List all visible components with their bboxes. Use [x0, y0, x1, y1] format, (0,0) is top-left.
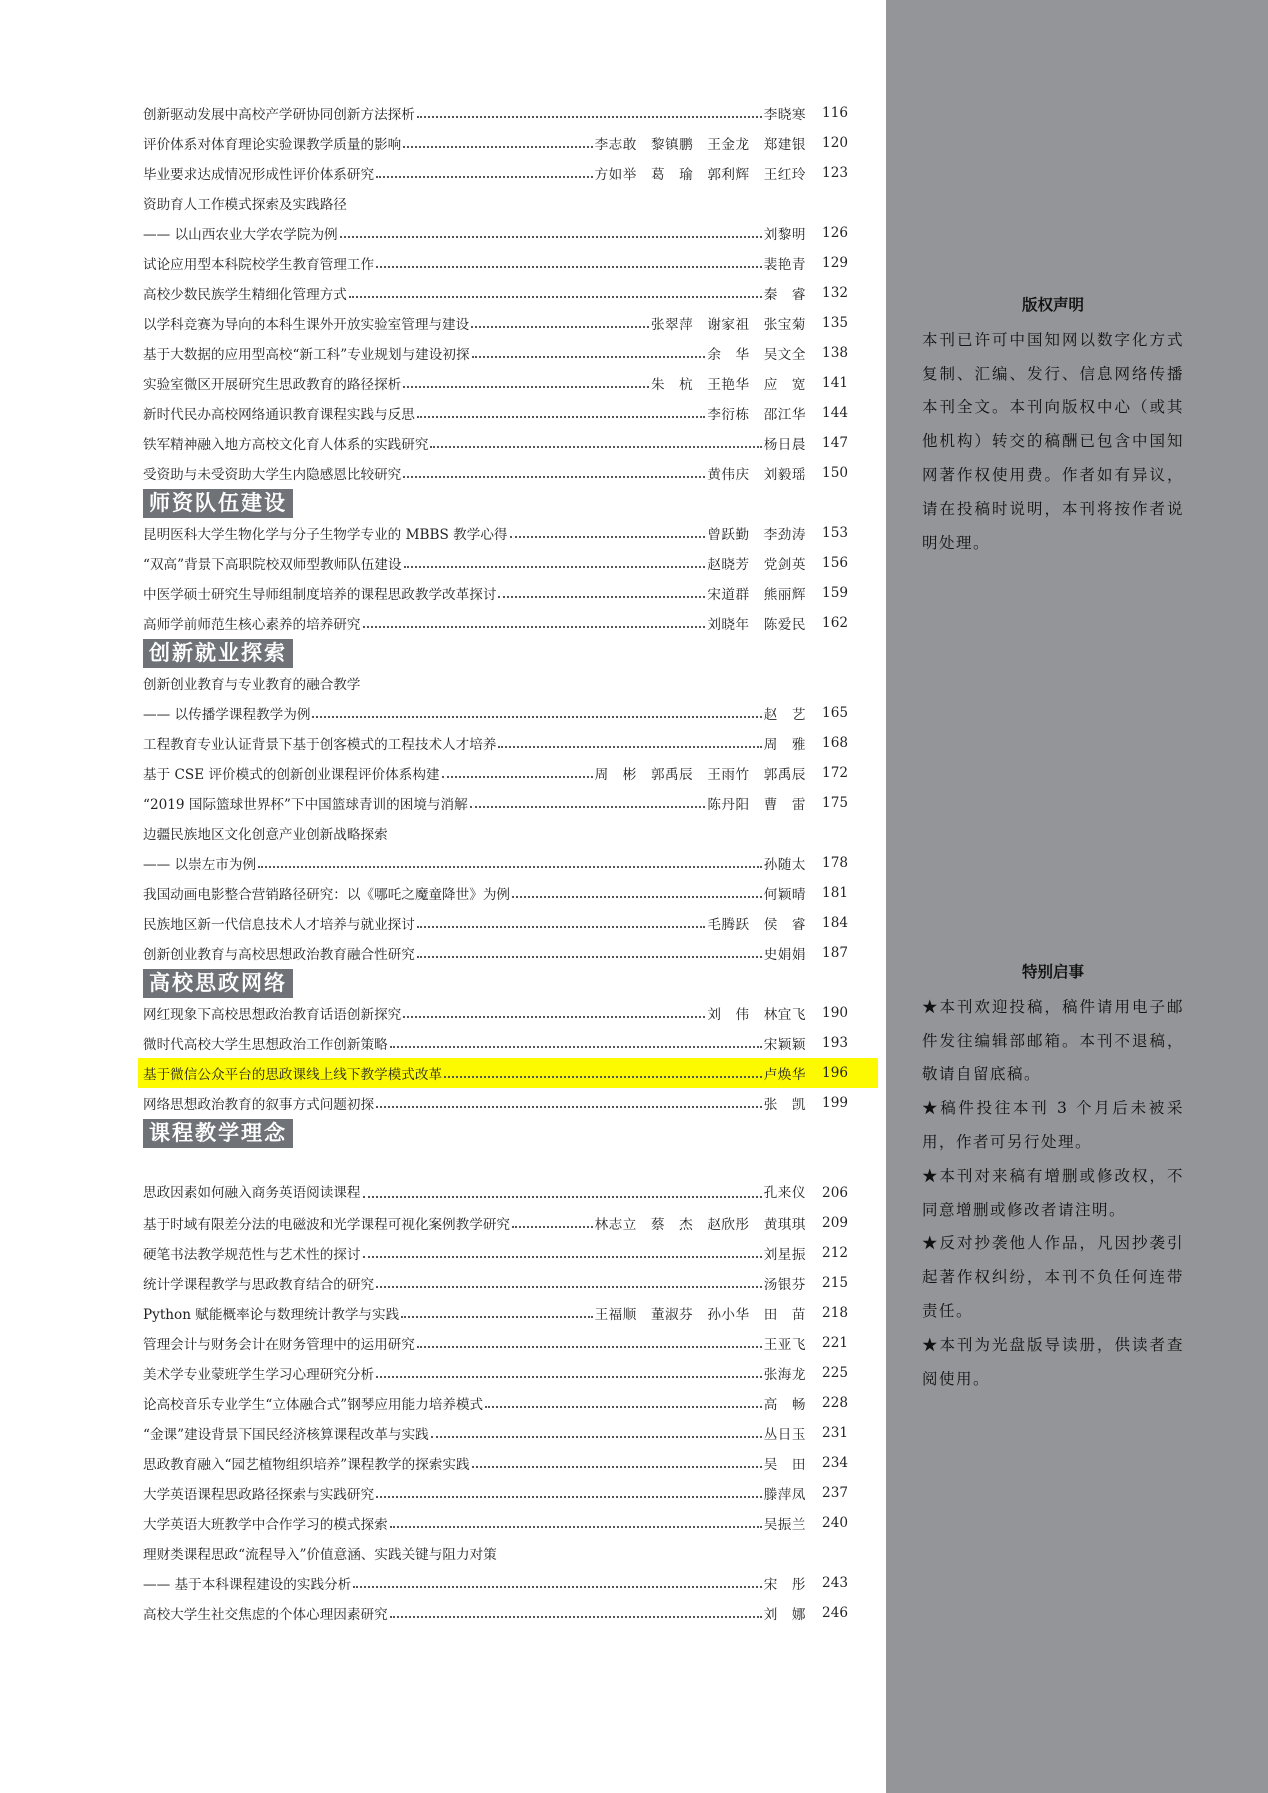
dot-leader [510, 522, 706, 538]
copyright-title: 版权声明 [1021, 295, 1084, 314]
toc-entry[interactable] [143, 1088, 848, 1118]
article-title: 高校少数民族学生精细化管理方式 [143, 287, 347, 303]
article-title: 我国动画电影整合营销路径研究：以《哪吒之魔童降世》为例 [143, 887, 511, 903]
toc-entry[interactable] [143, 938, 848, 968]
page-number: 123 [822, 165, 848, 181]
article-title: “双高”背景下高职院校双师型教师队伍建设 [143, 557, 402, 573]
article-title: 工程教育专业认证背景下基于创客模式的工程技术人才培养 [143, 737, 497, 753]
article-authors: 王福顺 董淑芬 孙小华 田 苗 [594, 1307, 806, 1323]
toc-entry[interactable] [143, 908, 848, 938]
toc-entry[interactable] [143, 578, 848, 608]
section-heading-row [143, 638, 848, 668]
dot-leader [472, 342, 706, 358]
article-authors: 张 凯 [763, 1097, 806, 1113]
dot-leader [470, 792, 706, 808]
article-authors: 丛日玉 [763, 1427, 806, 1443]
page-number: 172 [822, 765, 848, 781]
section-heading: 师资队伍建设 [143, 489, 293, 518]
copyright-text: 本刊已许可中国知网以数字化方式复制、汇编、发行、信息网络传播本刊全文。本刊向版权中心（或其他机构）转交的稿酬已包含中国知网著作权使用费。作者如有异议，请在投稿时说明，本刊将按作者说明处理。 [922, 330, 1184, 552]
article-title: 边疆民族地区文化创意产业创新战略探索 [143, 827, 388, 843]
article-title: 思政因素如何融入商务英语阅读课程 [143, 1185, 361, 1201]
dot-leader [349, 282, 762, 298]
dot-leader [376, 1272, 762, 1288]
dot-leader [417, 912, 705, 928]
toc-entry[interactable] [143, 758, 848, 788]
dot-leader [403, 1002, 705, 1018]
page-number: 175 [822, 795, 848, 811]
article-authors: 余 华 吴文全 [707, 347, 806, 363]
special-notice-item: ★本刊为光盘版导读册，供读者查阅使用。 [922, 1335, 1184, 1388]
page-number: 218 [822, 1305, 848, 1321]
dot-leader [401, 1302, 592, 1318]
page-number: 141 [822, 375, 848, 391]
dot-leader [363, 1182, 762, 1198]
page-number: 116 [822, 105, 848, 121]
dot-leader [444, 1062, 762, 1078]
article-authors: 方如举 葛 瑜 郭利辉 王红玲 [594, 167, 806, 183]
toc-entry[interactable] [143, 728, 848, 758]
page-number: 159 [822, 585, 848, 601]
page-number: 129 [822, 255, 848, 271]
page-number: 221 [822, 1335, 848, 1351]
toc-entry[interactable] [143, 1148, 848, 1208]
article-authors: 宋颖颖 [763, 1037, 806, 1053]
toc-entry[interactable] [143, 458, 848, 488]
article-authors: 刘黎明 [763, 227, 806, 243]
sidebar [886, 0, 1268, 1793]
page-number: 165 [822, 705, 848, 721]
article-authors: 陈丹阳 曹 雷 [707, 797, 806, 813]
toc-entry[interactable] [143, 788, 848, 818]
dot-leader [376, 1482, 762, 1498]
dot-leader [471, 312, 649, 328]
toc-entry[interactable] [143, 278, 848, 308]
article-authors: 张海龙 [763, 1367, 806, 1383]
article-title: 受资助与未受资助大学生内隐感恩比较研究 [143, 467, 402, 483]
article-authors: 刘晓年 陈爱民 [707, 617, 806, 633]
article-authors: 宋 彤 [763, 1577, 806, 1593]
article-title: 新时代民办高校网络通识教育课程实践与反思 [143, 407, 415, 423]
toc-entry[interactable] [143, 1568, 848, 1598]
article-title: 基于微信公众平台的思政课线上线下教学模式改革 [143, 1067, 443, 1083]
dot-leader [403, 372, 649, 388]
special-notice [922, 955, 1184, 1396]
article-title: —— 以山西农业大学农学院为例 [143, 227, 338, 243]
dot-leader [390, 1602, 762, 1618]
page-number: 237 [822, 1485, 848, 1501]
dot-leader [430, 432, 761, 448]
article-authors: 孙随太 [763, 857, 806, 873]
toc-entry[interactable] [138, 1058, 878, 1088]
special-notice-item: ★反对抄袭他人作品，凡因抄袭引起著作权纠纷，本刊不负任何连带责任。 [922, 1234, 1184, 1320]
toc-entry[interactable] [143, 98, 848, 128]
article-authors: 汤银芬 [763, 1277, 806, 1293]
article-authors: 毛腾跃 侯 睿 [707, 917, 806, 933]
article-title: —— 以传播学课程教学为例 [143, 707, 311, 723]
article-authors: 史娟娟 [763, 947, 806, 963]
article-authors: 滕萍凤 [763, 1487, 806, 1503]
dot-leader [512, 882, 762, 898]
special-notice-title: 特别启事 [1021, 962, 1084, 981]
toc-entry[interactable] [143, 1418, 848, 1448]
article-title: 高师学前师范生核心素养的培养研究 [143, 617, 361, 633]
page-number: 184 [822, 915, 848, 931]
dot-leader [390, 1512, 762, 1528]
article-authors: 卢焕华 [763, 1067, 806, 1083]
article-authors: 吴振兰 [763, 1517, 806, 1533]
article-authors: 周 雅 [763, 737, 806, 753]
dot-leader [390, 1032, 762, 1048]
article-title: 毕业要求达成情况形成性评价体系研究 [143, 167, 375, 183]
article-authors: 张翠萍 谢家祖 张宝菊 [650, 317, 806, 333]
article-authors: 刘星振 [763, 1247, 806, 1263]
article-title: 评价体系对体育理论实验课教学质量的影响 [143, 137, 402, 153]
article-authors: 宋道群 熊丽辉 [707, 587, 806, 603]
article-title: 论高校音乐专业学生“立体融合式”钢琴应用能力培养模式 [143, 1397, 484, 1413]
toc-entry[interactable] [143, 1448, 848, 1478]
article-authors: 何颖晴 [763, 887, 806, 903]
article-title: 微时代高校大学生思想政治工作创新策略 [143, 1037, 388, 1053]
toc-entry[interactable] [143, 1298, 848, 1328]
article-authors: 赵晓芳 党剑英 [707, 557, 806, 573]
dot-leader [376, 1362, 762, 1378]
toc-entry[interactable] [143, 1478, 848, 1508]
article-title: 大学英语大班教学中合作学习的模式探索 [143, 1517, 388, 1533]
dot-leader [376, 252, 762, 268]
toc-entry[interactable] [143, 878, 848, 908]
article-authors: 杨日晨 [763, 437, 806, 453]
page-number: 187 [822, 945, 848, 961]
article-authors: 李志敢 黎镇鹏 王金龙 郑建银 [594, 137, 806, 153]
page-number: 225 [822, 1365, 848, 1381]
page-number: 228 [822, 1395, 848, 1411]
page-number: 120 [822, 135, 848, 151]
special-notice-item: ★本刊欢迎投稿，稿件请用电子邮件发往编辑部邮箱。本刊不退稿，敬请自留底稿。 [922, 997, 1184, 1084]
article-authors: 赵 艺 [763, 707, 806, 723]
page-number: 162 [822, 615, 848, 631]
article-title: 铁军精神融入地方高校文化育人体系的实践研究 [143, 437, 429, 453]
toc-title-line[interactable] [143, 668, 848, 698]
toc-entry[interactable] [143, 548, 848, 578]
toc-entry[interactable] [143, 218, 848, 248]
article-title: 管理会计与财务会计在财务管理中的运用研究 [143, 1337, 415, 1353]
page-number: 132 [822, 285, 848, 301]
page-number: 138 [822, 345, 848, 361]
page-number: 196 [822, 1065, 848, 1081]
article-title: 统计学课程教学与思政教育结合的研究 [143, 1277, 375, 1293]
article-title: 大学英语课程思政路径探索与实践研究 [143, 1487, 375, 1503]
page-number: 212 [822, 1245, 848, 1261]
toc-entry[interactable] [143, 608, 848, 638]
toc-entry[interactable] [143, 368, 848, 398]
article-title: 网红现象下高校思想政治教育话语创新探究 [143, 1007, 402, 1023]
article-title: Python 赋能概率论与数理统计教学与实践 [143, 1307, 400, 1323]
article-title: “金课”建设背景下国民经济核算课程改革与实践 [143, 1427, 429, 1443]
page-number: 199 [822, 1095, 848, 1111]
article-title: 资助育人工作模式探索及实践路径 [143, 197, 347, 213]
article-title: 高校大学生社交焦虑的个体心理因素研究 [143, 1607, 388, 1623]
article-title: —— 以崇左市为例 [143, 857, 257, 873]
dot-leader [417, 102, 762, 118]
article-title: 创新创业教育与专业教育的融合教学 [143, 677, 361, 693]
section-heading-row [143, 488, 848, 518]
page-number: 168 [822, 735, 848, 751]
article-title: 实验室微区开展研究生思政教育的路径探析 [143, 377, 402, 393]
article-title: —— 基于本科课程建设的实践分析 [143, 1577, 352, 1593]
dot-leader [431, 1422, 762, 1438]
toc-title-line[interactable] [143, 1538, 848, 1568]
page-number: 215 [822, 1275, 848, 1291]
article-authors: 王亚飞 [763, 1337, 806, 1353]
toc-entry[interactable] [143, 518, 848, 548]
toc-entry[interactable] [143, 1598, 848, 1628]
dot-leader [485, 1392, 762, 1408]
page-number: 135 [822, 315, 848, 331]
toc-entry[interactable] [143, 698, 848, 728]
dot-leader [403, 462, 705, 478]
copyright-notice [922, 288, 1184, 560]
page-number: 246 [822, 1605, 848, 1621]
table-of-contents [143, 98, 848, 1628]
toc-entry[interactable] [143, 1328, 848, 1358]
article-authors: 裴艳青 [763, 257, 806, 273]
toc-entry[interactable] [143, 248, 848, 278]
page-number: 193 [822, 1035, 848, 1051]
article-title: 基于时域有限差分法的电磁波和光学课程可视化案例教学研究 [143, 1217, 511, 1233]
article-title: 创新驱动发展中高校产学研协同创新方法探析 [143, 107, 415, 123]
dot-leader [472, 1452, 762, 1468]
dot-leader [363, 1242, 762, 1258]
toc-entry[interactable] [143, 158, 848, 188]
toc-entry[interactable] [143, 1508, 848, 1538]
article-authors: 秦 睿 [763, 287, 806, 303]
dot-leader [417, 1332, 762, 1348]
page-number: 243 [822, 1575, 848, 1591]
article-title: “2019 国际篮球世界杯”下中国篮球青训的困境与消解 [143, 797, 468, 813]
dot-leader [376, 162, 593, 178]
page-number: 234 [822, 1455, 848, 1471]
article-authors: 黄伟庆 刘毅瑶 [707, 467, 806, 483]
article-title: 美术学专业蒙班学生学习心理研究分析 [143, 1367, 375, 1383]
toc-entry[interactable] [143, 998, 848, 1028]
toc-title-line[interactable] [143, 818, 848, 848]
article-authors: 刘 娜 [763, 1607, 806, 1623]
toc-entry[interactable] [143, 1238, 848, 1268]
dot-leader [498, 582, 705, 598]
article-authors: 孔来仪 [763, 1185, 806, 1201]
page-number: 231 [822, 1425, 848, 1441]
dot-leader [512, 1212, 593, 1228]
toc-entry[interactable] [143, 338, 848, 368]
special-notice-item: ★本刊对来稿有增删或修改权，不同意增删或修改者请注明。 [922, 1166, 1184, 1219]
page-number: 178 [822, 855, 848, 871]
section-heading: 创新就业探索 [143, 639, 293, 668]
section-heading: 课程教学理念 [143, 1119, 293, 1148]
dot-leader [376, 1092, 762, 1108]
toc-entry[interactable] [143, 128, 848, 158]
dot-leader [258, 852, 762, 868]
article-authors: 李衍栋 邵江华 [707, 407, 806, 423]
page-number: 209 [822, 1215, 848, 1231]
page-number: 206 [822, 1185, 848, 1201]
page-number: 153 [822, 525, 848, 541]
dot-leader [340, 222, 762, 238]
toc-entry[interactable] [143, 1028, 848, 1058]
toc-entry[interactable] [143, 848, 848, 878]
special-notice-item: ★稿件投往本刊 3 个月后未被采用，作者可另行处理。 [922, 1099, 1184, 1151]
toc-entry[interactable] [143, 1208, 848, 1238]
article-title: 民族地区新一代信息技术人才培养与就业探讨 [143, 917, 415, 933]
toc-entry[interactable] [143, 398, 848, 428]
page-number: 240 [822, 1515, 848, 1531]
article-title: 网络思想政治教育的叙事方式问题初探 [143, 1097, 375, 1113]
page-number: 156 [822, 555, 848, 571]
dot-leader [417, 402, 705, 418]
dot-leader [404, 552, 706, 568]
dot-leader [353, 1572, 761, 1588]
toc-title-line[interactable] [143, 188, 848, 218]
article-title: 试论应用型本科院校学生教育管理工作 [143, 257, 375, 273]
article-authors: 李晓寒 [763, 107, 806, 123]
toc-entry[interactable] [143, 1268, 848, 1298]
article-authors: 高 畅 [763, 1397, 806, 1413]
article-authors: 林志立 蔡 杰 赵欣彤 黄琪琪 [594, 1217, 806, 1233]
dot-leader [442, 762, 593, 778]
page-number: 150 [822, 465, 848, 481]
dot-leader [363, 612, 706, 628]
dot-leader [403, 132, 592, 148]
article-title: 理财类课程思政“流程导入”价值意涵、实践关键与阻力对策 [143, 1547, 497, 1563]
article-title: 以学科竞赛为导向的本科生课外开放实验室管理与建设 [143, 317, 470, 333]
article-title: 基于 CSE 评价模式的创新创业课程评价体系构建 [143, 767, 440, 783]
article-title: 思政教育融入“园艺植物组织培养”课程教学的探索实践 [143, 1457, 470, 1473]
article-title: 昆明医科大学生物化学与分子生物学专业的 MBBS 教学心得 [143, 527, 508, 543]
article-title: 中医学硕士研究生导师组制度培养的课程思政教学改革探讨 [143, 587, 497, 603]
article-title: 硬笔书法教学规范性与艺术性的探讨 [143, 1247, 361, 1263]
article-authors: 朱 杭 王艳华 应 宽 [650, 377, 806, 393]
page-number: 126 [822, 225, 848, 241]
toc-entry[interactable] [143, 308, 848, 338]
article-authors: 曾跃勤 李劲涛 [707, 527, 806, 543]
article-title: 基于大数据的应用型高校“新工科”专业规划与建设初探 [143, 347, 470, 363]
page-number: 181 [822, 885, 848, 901]
section-heading-row [143, 968, 848, 998]
page-number: 190 [822, 1005, 848, 1021]
article-authors: 刘 伟 林宜飞 [707, 1007, 806, 1023]
page-number: 144 [822, 405, 848, 421]
dot-leader [498, 732, 761, 748]
toc-entry[interactable] [143, 428, 848, 458]
section-heading: 高校思政网络 [143, 969, 293, 998]
article-title: 创新创业教育与高校思想政治教育融合性研究 [143, 947, 415, 963]
toc-entry[interactable] [143, 1388, 848, 1418]
page-number: 147 [822, 435, 848, 451]
section-heading-row [143, 1118, 848, 1148]
article-authors: 周 彬 郭禹辰 王雨竹 郭禹辰 [594, 767, 806, 783]
article-authors: 吴 田 [763, 1457, 806, 1473]
dot-leader [417, 942, 762, 958]
toc-entry[interactable] [143, 1358, 848, 1388]
dot-leader [312, 702, 761, 718]
